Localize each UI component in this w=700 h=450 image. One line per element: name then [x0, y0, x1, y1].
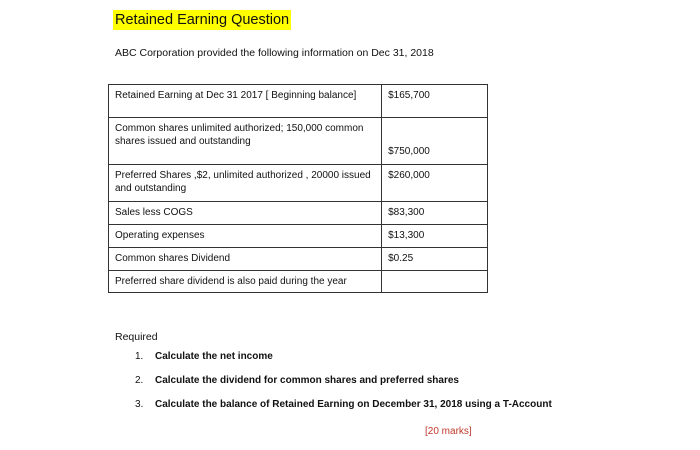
- task-number: 2.: [135, 375, 144, 386]
- table-row: [109, 165, 488, 202]
- table-row: [109, 225, 488, 248]
- task-text: Calculate the dividend for common shares and preferred shares: [155, 375, 459, 386]
- table-row: [109, 202, 488, 225]
- row-label: Operating expenses: [109, 225, 382, 248]
- task-list: [135, 350, 552, 422]
- task-text: Calculate the balance of Retained Earning on December 31, 2018 using a T-Account: [155, 399, 552, 410]
- list-item: [135, 374, 552, 388]
- task-text: Calculate the net income: [155, 351, 273, 362]
- row-value: $0.25: [382, 248, 488, 271]
- row-value: $260,000: [382, 165, 488, 202]
- marks-label: [20 marks]: [425, 426, 472, 437]
- row-value: $165,700: [382, 85, 488, 118]
- list-item: [135, 398, 552, 412]
- required-heading: Required: [115, 331, 158, 343]
- row-value: [382, 271, 488, 293]
- table-row: [109, 271, 488, 293]
- intro-text: ABC Corporation provided the following information on Dec 31, 2018: [115, 47, 434, 59]
- row-label: Preferred share dividend is also paid during the year: [109, 271, 382, 293]
- row-value: $83,300: [382, 202, 488, 225]
- row-value: $13,300: [382, 225, 488, 248]
- table-row: [109, 248, 488, 271]
- question-title: Retained Earning Question: [115, 12, 290, 28]
- row-label: Sales less COGS: [109, 202, 382, 225]
- list-item: [135, 350, 552, 364]
- row-label: Common shares unlimited authorized; 150,000 common shares issued and outstanding: [109, 118, 382, 165]
- row-label: Common shares Dividend: [109, 248, 382, 271]
- info-table: [108, 84, 488, 293]
- row-value: $750,000: [382, 118, 488, 165]
- task-number: 1.: [135, 351, 144, 362]
- table-row: [109, 118, 488, 165]
- task-number: 3.: [135, 399, 144, 410]
- row-label: Preferred Shares ,$2, unlimited authorized , 20000 issued and outstanding: [109, 165, 382, 202]
- table-row: [109, 85, 488, 118]
- row-label: Retained Earning at Dec 31 2017 [ Beginning balance]: [109, 85, 382, 118]
